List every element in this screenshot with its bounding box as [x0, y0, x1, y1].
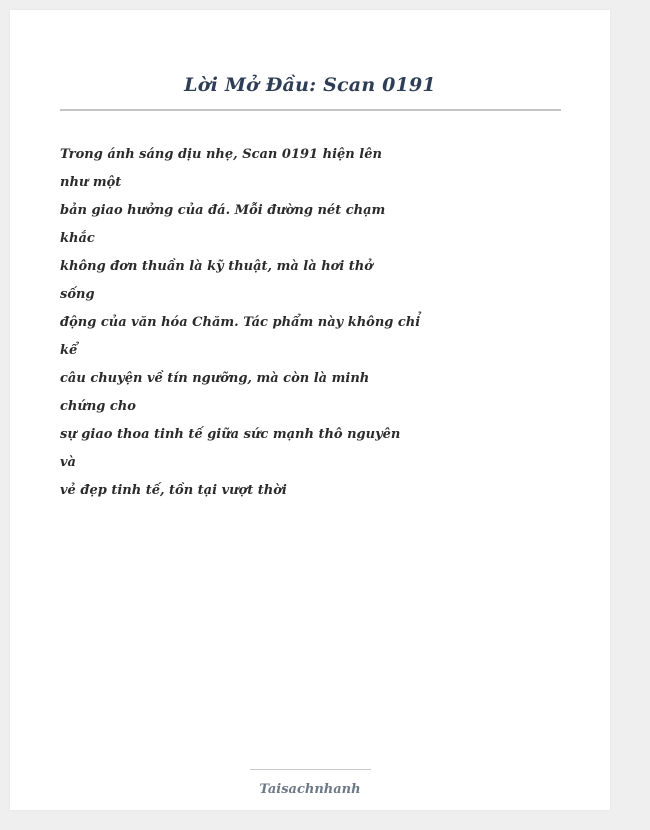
text-line: khắc: [60, 231, 95, 246]
text-line: và: [60, 455, 76, 470]
text-line: như một: [60, 175, 122, 190]
text-line: sống: [60, 287, 95, 302]
body-text: [60, 141, 421, 505]
page-title: Lời Mở Đầu: Scan 0191: [184, 74, 436, 96]
text-line: bản giao hưởng của đá. Mỗi đường nét chạm: [60, 203, 386, 218]
text-line: sự giao thoa tinh tế giữa sức mạnh thô nguyên: [60, 427, 401, 442]
footer-divider: [250, 769, 371, 770]
text-line: không đơn thuần là kỹ thuật, mà là hơi thở: [60, 259, 373, 274]
text-line: câu chuyện về tín ngưỡng, mà còn là minh: [60, 371, 370, 386]
document-page: [10, 10, 610, 810]
footer-brand: Taisachnhanh: [259, 782, 361, 797]
text-line: Trong ánh sáng dịu nhẹ, Scan 0191 hiện lên: [60, 147, 382, 162]
text-line: vẻ đẹp tinh tế, tồn tại vượt thời: [60, 483, 287, 498]
text-line: chứng cho: [60, 399, 136, 414]
text-line: động của văn hóa Chăm. Tác phẩm này không chỉ: [60, 315, 421, 330]
text-line: kể: [60, 343, 78, 358]
title-divider: [60, 109, 561, 111]
